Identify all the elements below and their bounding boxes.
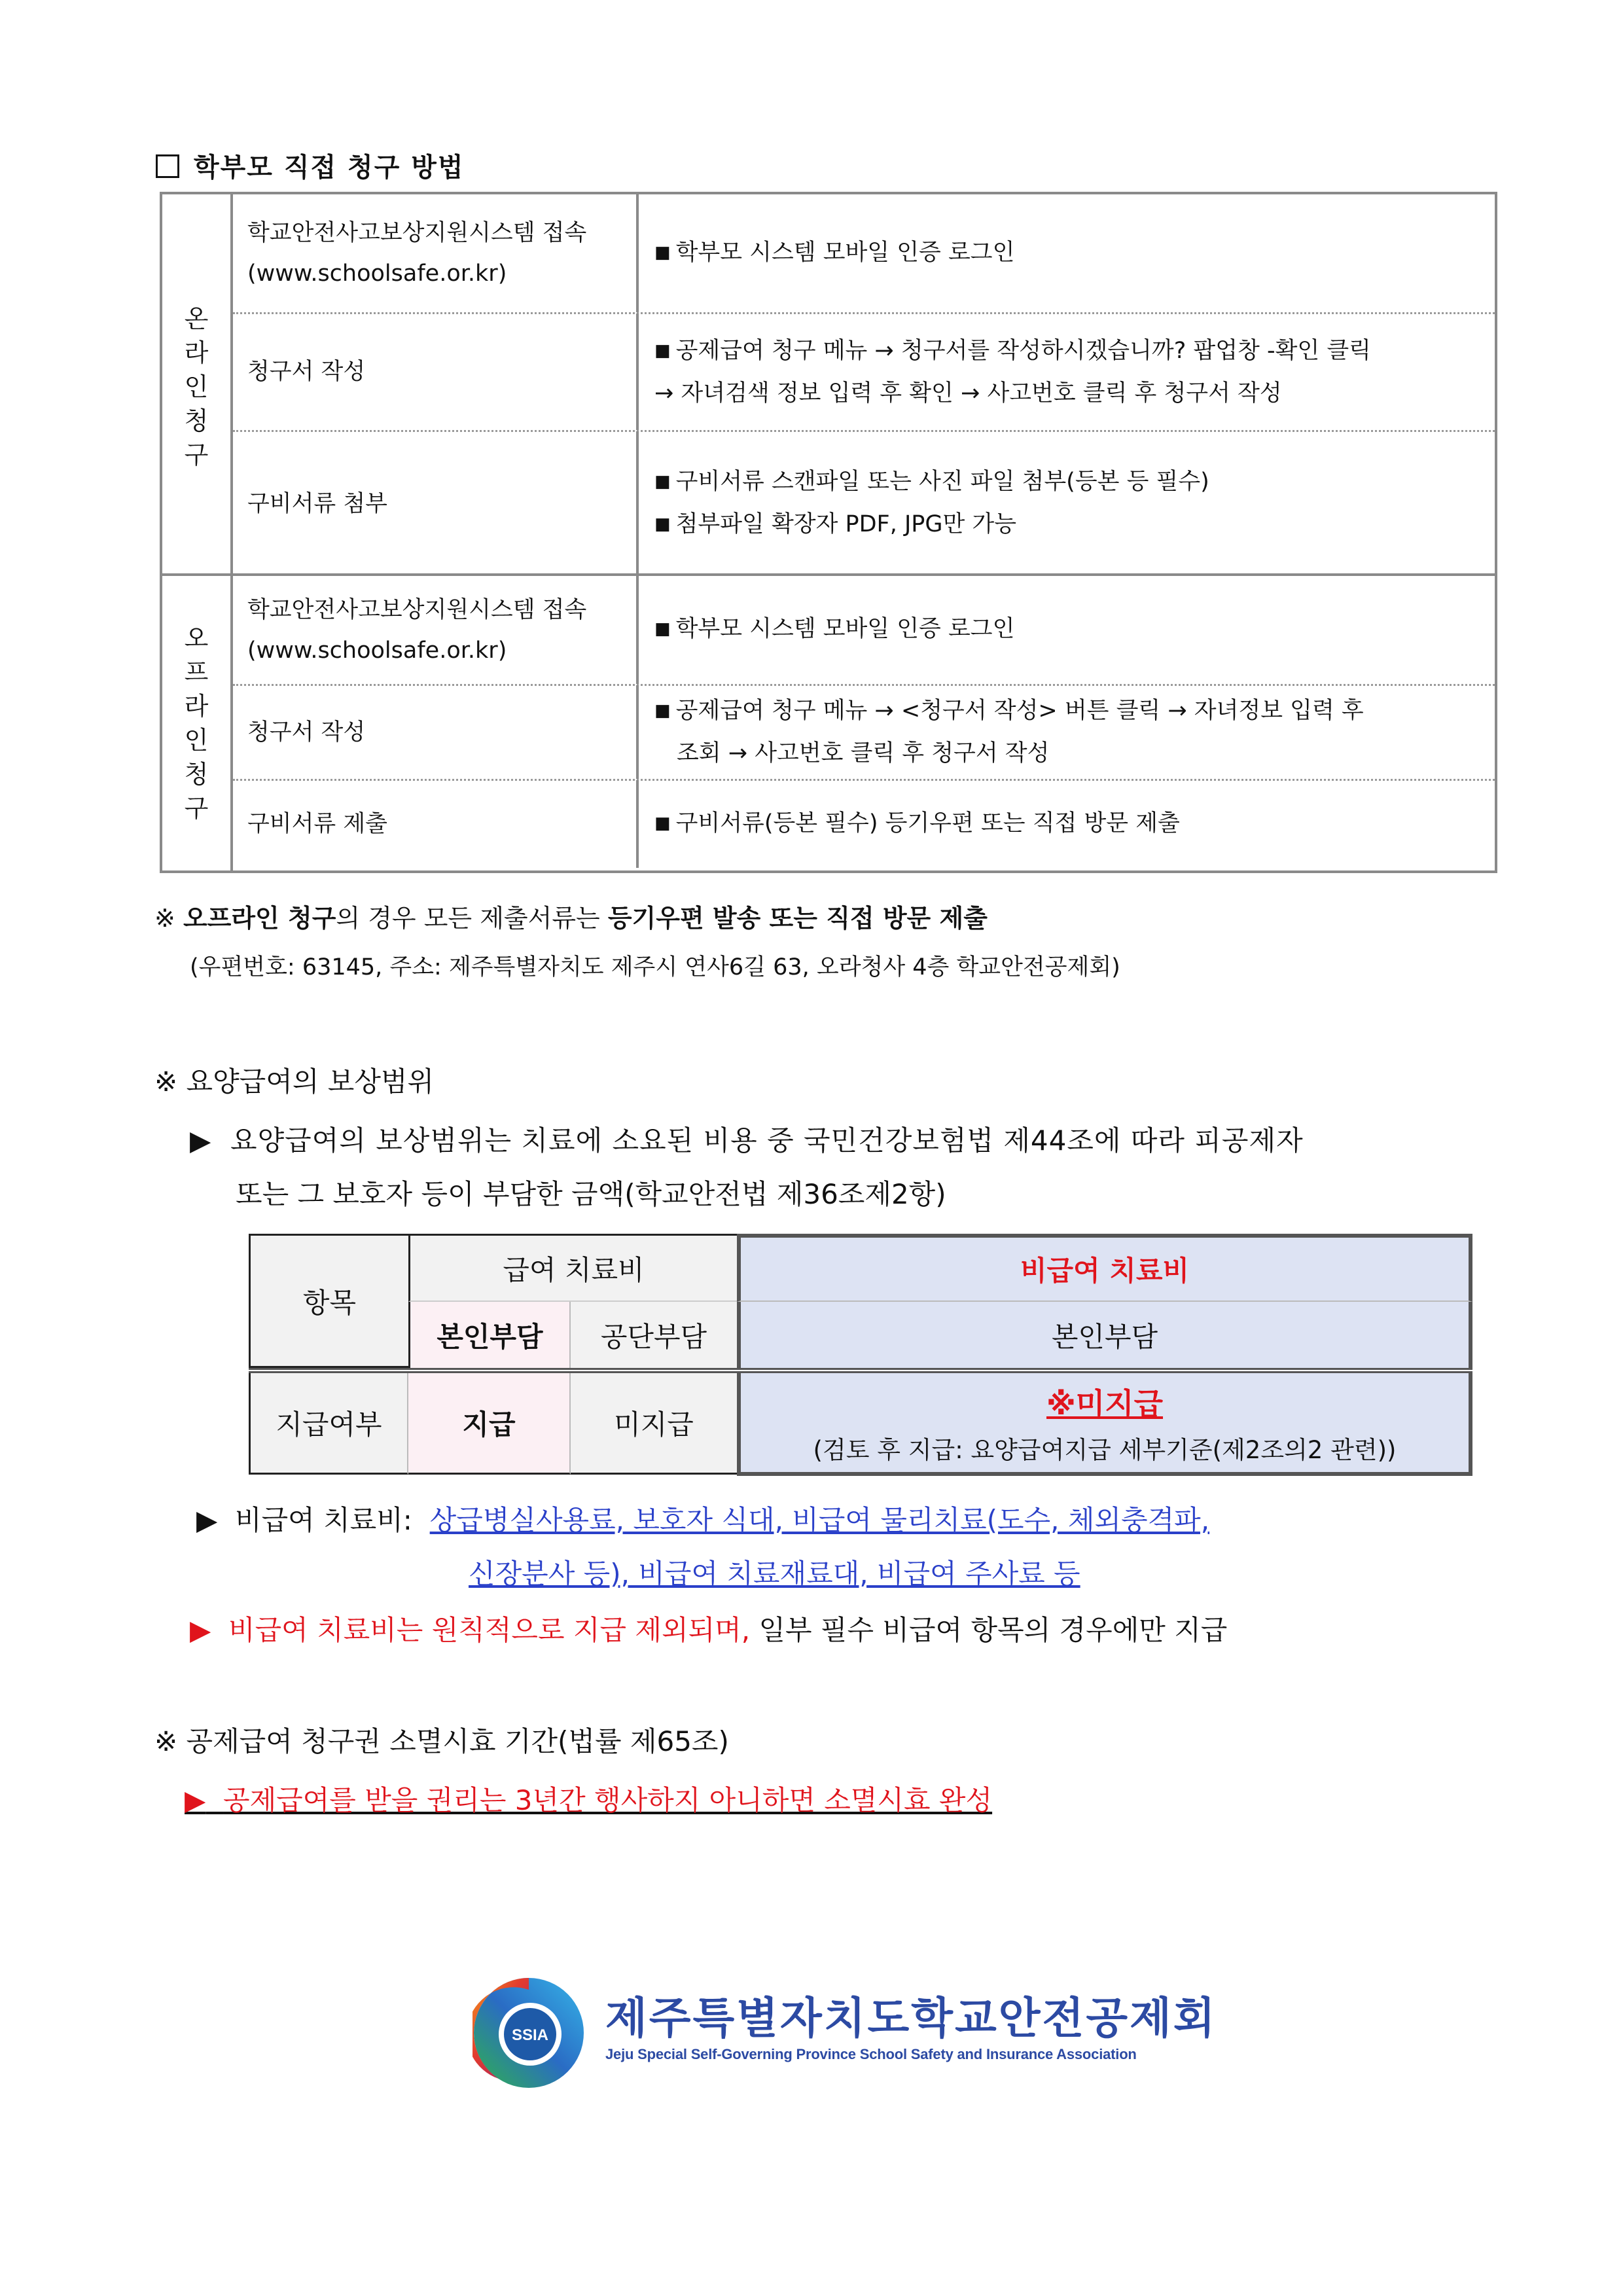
benefit-table xyxy=(249,1234,1472,1476)
noncovered-header-cell: 비급여 치료비 xyxy=(737,1234,1472,1302)
arrow-right-icon: ▶ xyxy=(190,1124,212,1157)
offline-row-2 xyxy=(233,685,1495,779)
row-label-cell: 지급여부 xyxy=(249,1373,408,1475)
corp-pay-value-cell: 미지급 xyxy=(571,1373,737,1475)
covered-header-cell: 급여 치료비 xyxy=(408,1234,737,1302)
offline-claim-label-cell: 오프라인청구 xyxy=(162,576,233,870)
care-scope-line-2: 또는 그 보호자 등이 부담한 금액(학교안전법 제36조제2항) xyxy=(236,1178,946,1210)
desc-cell: ■ 구비서류(등본 필수) 등기우편 또는 직접 방문 제출 xyxy=(639,780,1495,868)
step-cell: 구비서류 제출 xyxy=(233,780,639,868)
desc-cell: ■ 학부모 시스템 모바일 인증 로그인 xyxy=(639,576,1495,684)
online-claim-label-cell: 온라인청구 xyxy=(162,194,233,579)
noncovered-self-pay-cell: 본인부담 xyxy=(737,1302,1472,1368)
online-row-3 xyxy=(233,431,1495,577)
checkbox-square-icon xyxy=(156,154,179,178)
org-name-en: Jeju Special Self-Governing Province School Safety and Insurance Association xyxy=(605,2046,1137,2062)
step-cell: 학교안전사고보상지원시스템 접속 (www.schoolsafe.or.kr) xyxy=(233,576,639,684)
step-cell: 학교안전사고보상지원시스템 접속 (www.schoolsafe.or.kr) xyxy=(233,194,639,312)
offline-note: ※ 오프라인 청구의 경우 모든 제출서류는 등기우편 발송 또는 직접 방문 제출 xyxy=(154,904,988,933)
step-cell: 청구서 작성 xyxy=(233,314,639,430)
step-cell: 청구서 작성 xyxy=(233,685,639,779)
online-row-2 xyxy=(233,314,1495,430)
self-pay-value-cell: 지급 xyxy=(408,1373,571,1475)
item-header-cell: 항목 xyxy=(249,1234,408,1368)
desc-cell: ■ 학부모 시스템 모바일 인증 로그인 xyxy=(639,194,1495,312)
desc-cell: ■ 공제급여 청구 메뉴 → 청구서를 작성하시겠습니까? 팝업창 -확인 클릭 → 자녀검색 정보 입력 후 확인 → 사고번호 클릭 후 청구서 작성 xyxy=(639,314,1495,430)
online-row-1 xyxy=(233,194,1495,312)
noncovered-warning: ▶ 비급여 치료비는 원칙적으로 지급 제외되며, 일부 필수 비급여 항목의 경우에만 지급 xyxy=(190,1614,1228,1646)
prescription-heading: ※ 공제급여 청구권 소멸시효 기간(법률 제65조) xyxy=(154,1725,729,1757)
self-pay-header-cell: 본인부담 xyxy=(408,1302,571,1368)
corp-pay-header-cell: 공단부담 xyxy=(571,1302,737,1368)
arrow-right-icon: ▶ xyxy=(190,1614,211,1646)
section-title: 학부모 직접 청구 방법 xyxy=(156,147,465,184)
desc-cell: ■ 공제급여 청구 메뉴 → <청구서 작성> 버튼 클릭 → 자녀정보 입력 후 조회 → 사고번호 클릭 후 청구서 작성 xyxy=(639,685,1495,779)
noncovered-items-line-2: 신장분사 등), 비급여 치료재료대, 비급여 주사료 등 xyxy=(469,1558,1080,1590)
step-cell: 구비서류 첨부 xyxy=(233,431,639,577)
care-scope-line-1: ▶ 요양급여의 보상범위는 치료에 소요된 비용 중 국민건강보험법 제44조에 따라 피공제자 xyxy=(190,1124,1304,1157)
noncovered-value-cell: ※미지급 (검토 후 지급: 요양급여지급 세부기준(제2조의2 관련)) xyxy=(737,1373,1472,1476)
offline-row-3 xyxy=(233,780,1495,868)
org-name-ko: 제주특별자치도학교안전공제회 xyxy=(605,1993,1217,2043)
care-scope-heading: ※ 요양급여의 보상범위 xyxy=(154,1066,435,1098)
arrow-right-icon: ▶ xyxy=(185,1784,206,1816)
offline-claim-table xyxy=(160,573,1497,873)
ssia-logo xyxy=(473,1977,585,2089)
svg-text:SSIA: SSIA xyxy=(511,2026,549,2044)
offline-address: (우편번호: 63145, 주소: 제주특별자치도 제주시 연사6길 63, 오라청사 4층 학교안전공제회) xyxy=(190,954,1120,980)
desc-cell: ■ 구비서류 스캔파일 또는 사진 파일 첨부(등본 등 필수) ■ 첨부파일 확장자 PDF, JPG만 가능 xyxy=(639,431,1495,577)
online-claim-table xyxy=(160,192,1497,582)
offline-row-1 xyxy=(233,576,1495,684)
arrow-right-icon: ▶ xyxy=(196,1504,218,1536)
prescription-text: ▶ 공제급여를 받을 권리는 3년간 행사하지 아니하면 소멸시효 완성 xyxy=(185,1784,993,1816)
noncovered-items-line-1: ▶ 비급여 치료비: 상급병실사용료, 보호자 식대, 비급여 물리치료(도수, 체외충격파, xyxy=(196,1504,1210,1536)
